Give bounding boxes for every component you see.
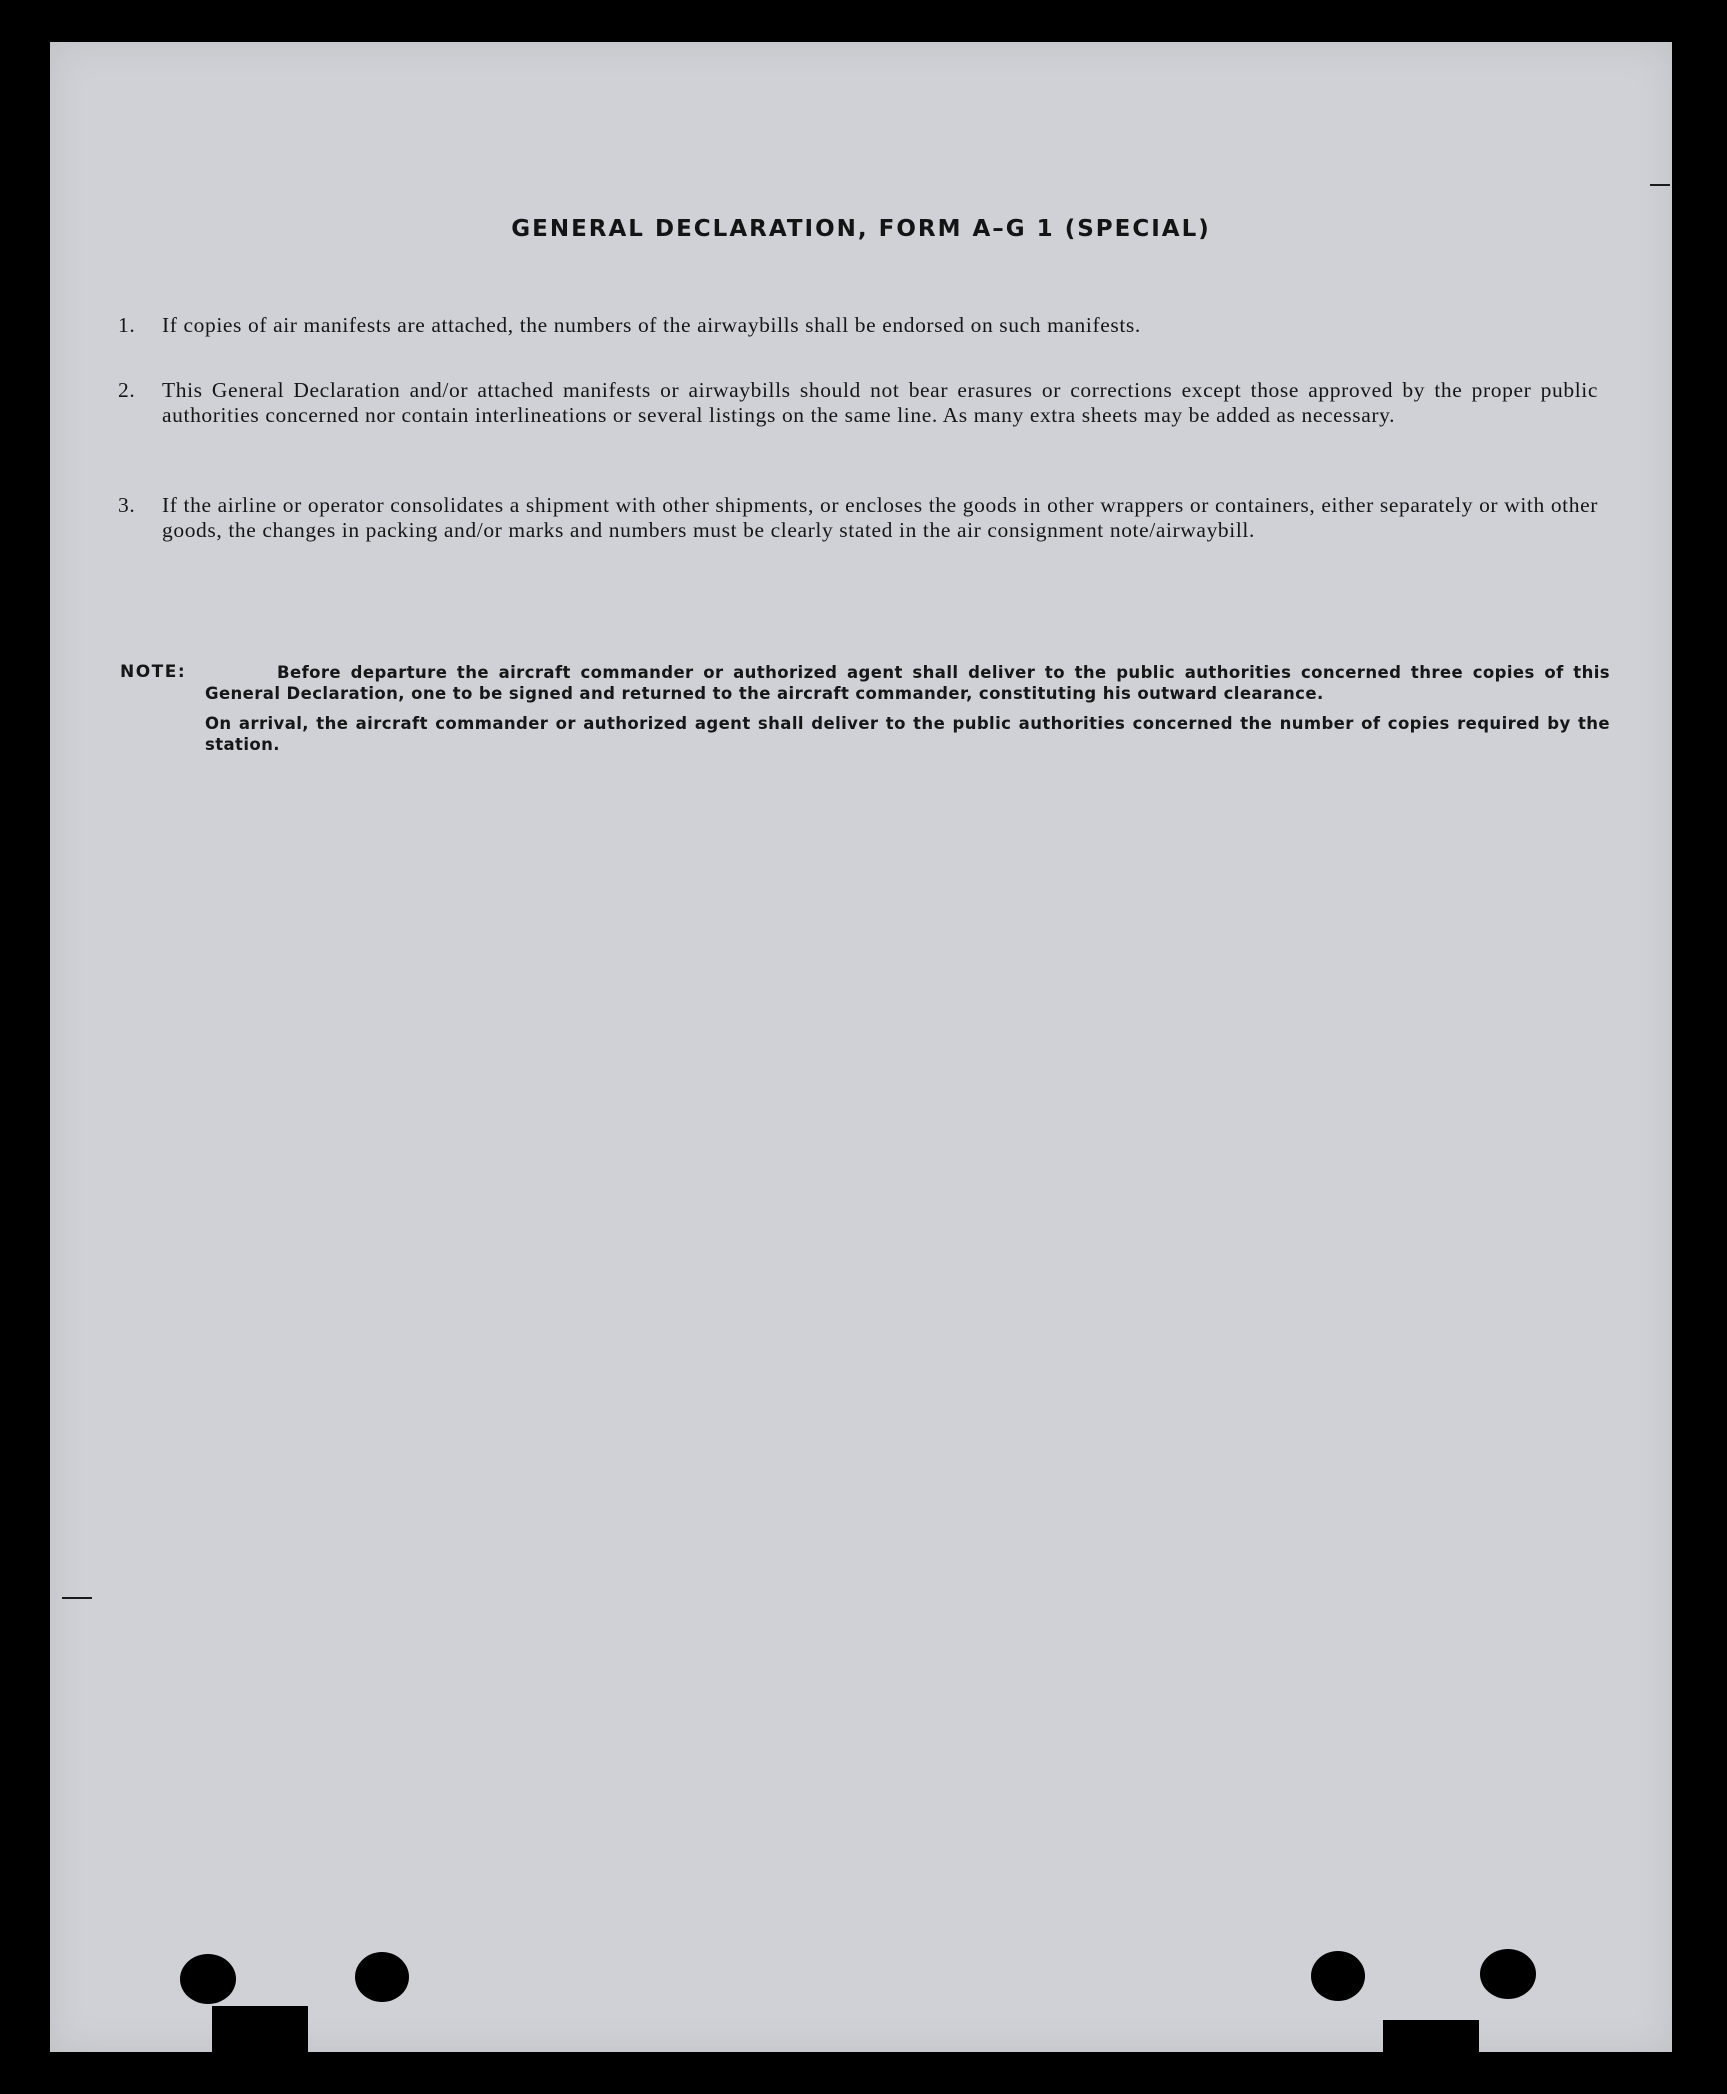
binder-tab-cutout: [212, 2006, 308, 2054]
binder-tab-cutout: [1383, 2020, 1479, 2056]
note-label: NOTE:: [120, 662, 187, 682]
note-block: [120, 662, 1610, 755]
punch-hole: [355, 1952, 409, 2002]
document-title: GENERAL DECLARATION, FORM A–G 1 (SPECIAL): [511, 216, 1211, 242]
instruction-text: If the airline or operator consolidates a shipment with other shipments, or encloses the goods in other wrappers or containers, either separately or with other goods, the changes in packing and/or marks and numbers must be clearly stated in the air consignment note/airwaybill.: [162, 493, 1598, 542]
instruction-text: If copies of air manifests are attached, the numbers of the airwaybills shall be endorsed on such manifests.: [162, 313, 1141, 337]
edge-mark: [62, 1597, 92, 1599]
punch-hole: [1480, 1949, 1536, 1999]
instruction-number: 2.: [118, 378, 136, 402]
instruction-item: [118, 313, 1598, 338]
instruction-number: 3.: [118, 493, 136, 517]
punch-hole: [180, 1954, 236, 2004]
note-paragraph-arrival: On arrival, the aircraft commander or authorized agent shall deliver to the public authorities concerned the number of copies required by the station.: [205, 714, 1610, 754]
instruction-text: This General Declaration and/or attached manifests or airwaybills should not bear erasures or corrections except those approved by the proper public authorities concerned nor contain interlineations or several listings on the same line. As many extra sheets may be added as necessary.: [162, 378, 1598, 427]
instruction-number: 1.: [118, 313, 136, 337]
instruction-item: [118, 378, 1598, 428]
note-paragraph-departure: Before departure the aircraft commander or authorized agent shall deliver to the public authorities concerned three copies of this General Declaration, one to be signed and returned to the aircraft commander, constituting his outward clearance.: [205, 663, 1610, 703]
instruction-item: [118, 493, 1598, 543]
edge-mark: [1650, 184, 1670, 186]
punch-hole: [1311, 1951, 1365, 2001]
document-sheet: [50, 42, 1672, 2052]
